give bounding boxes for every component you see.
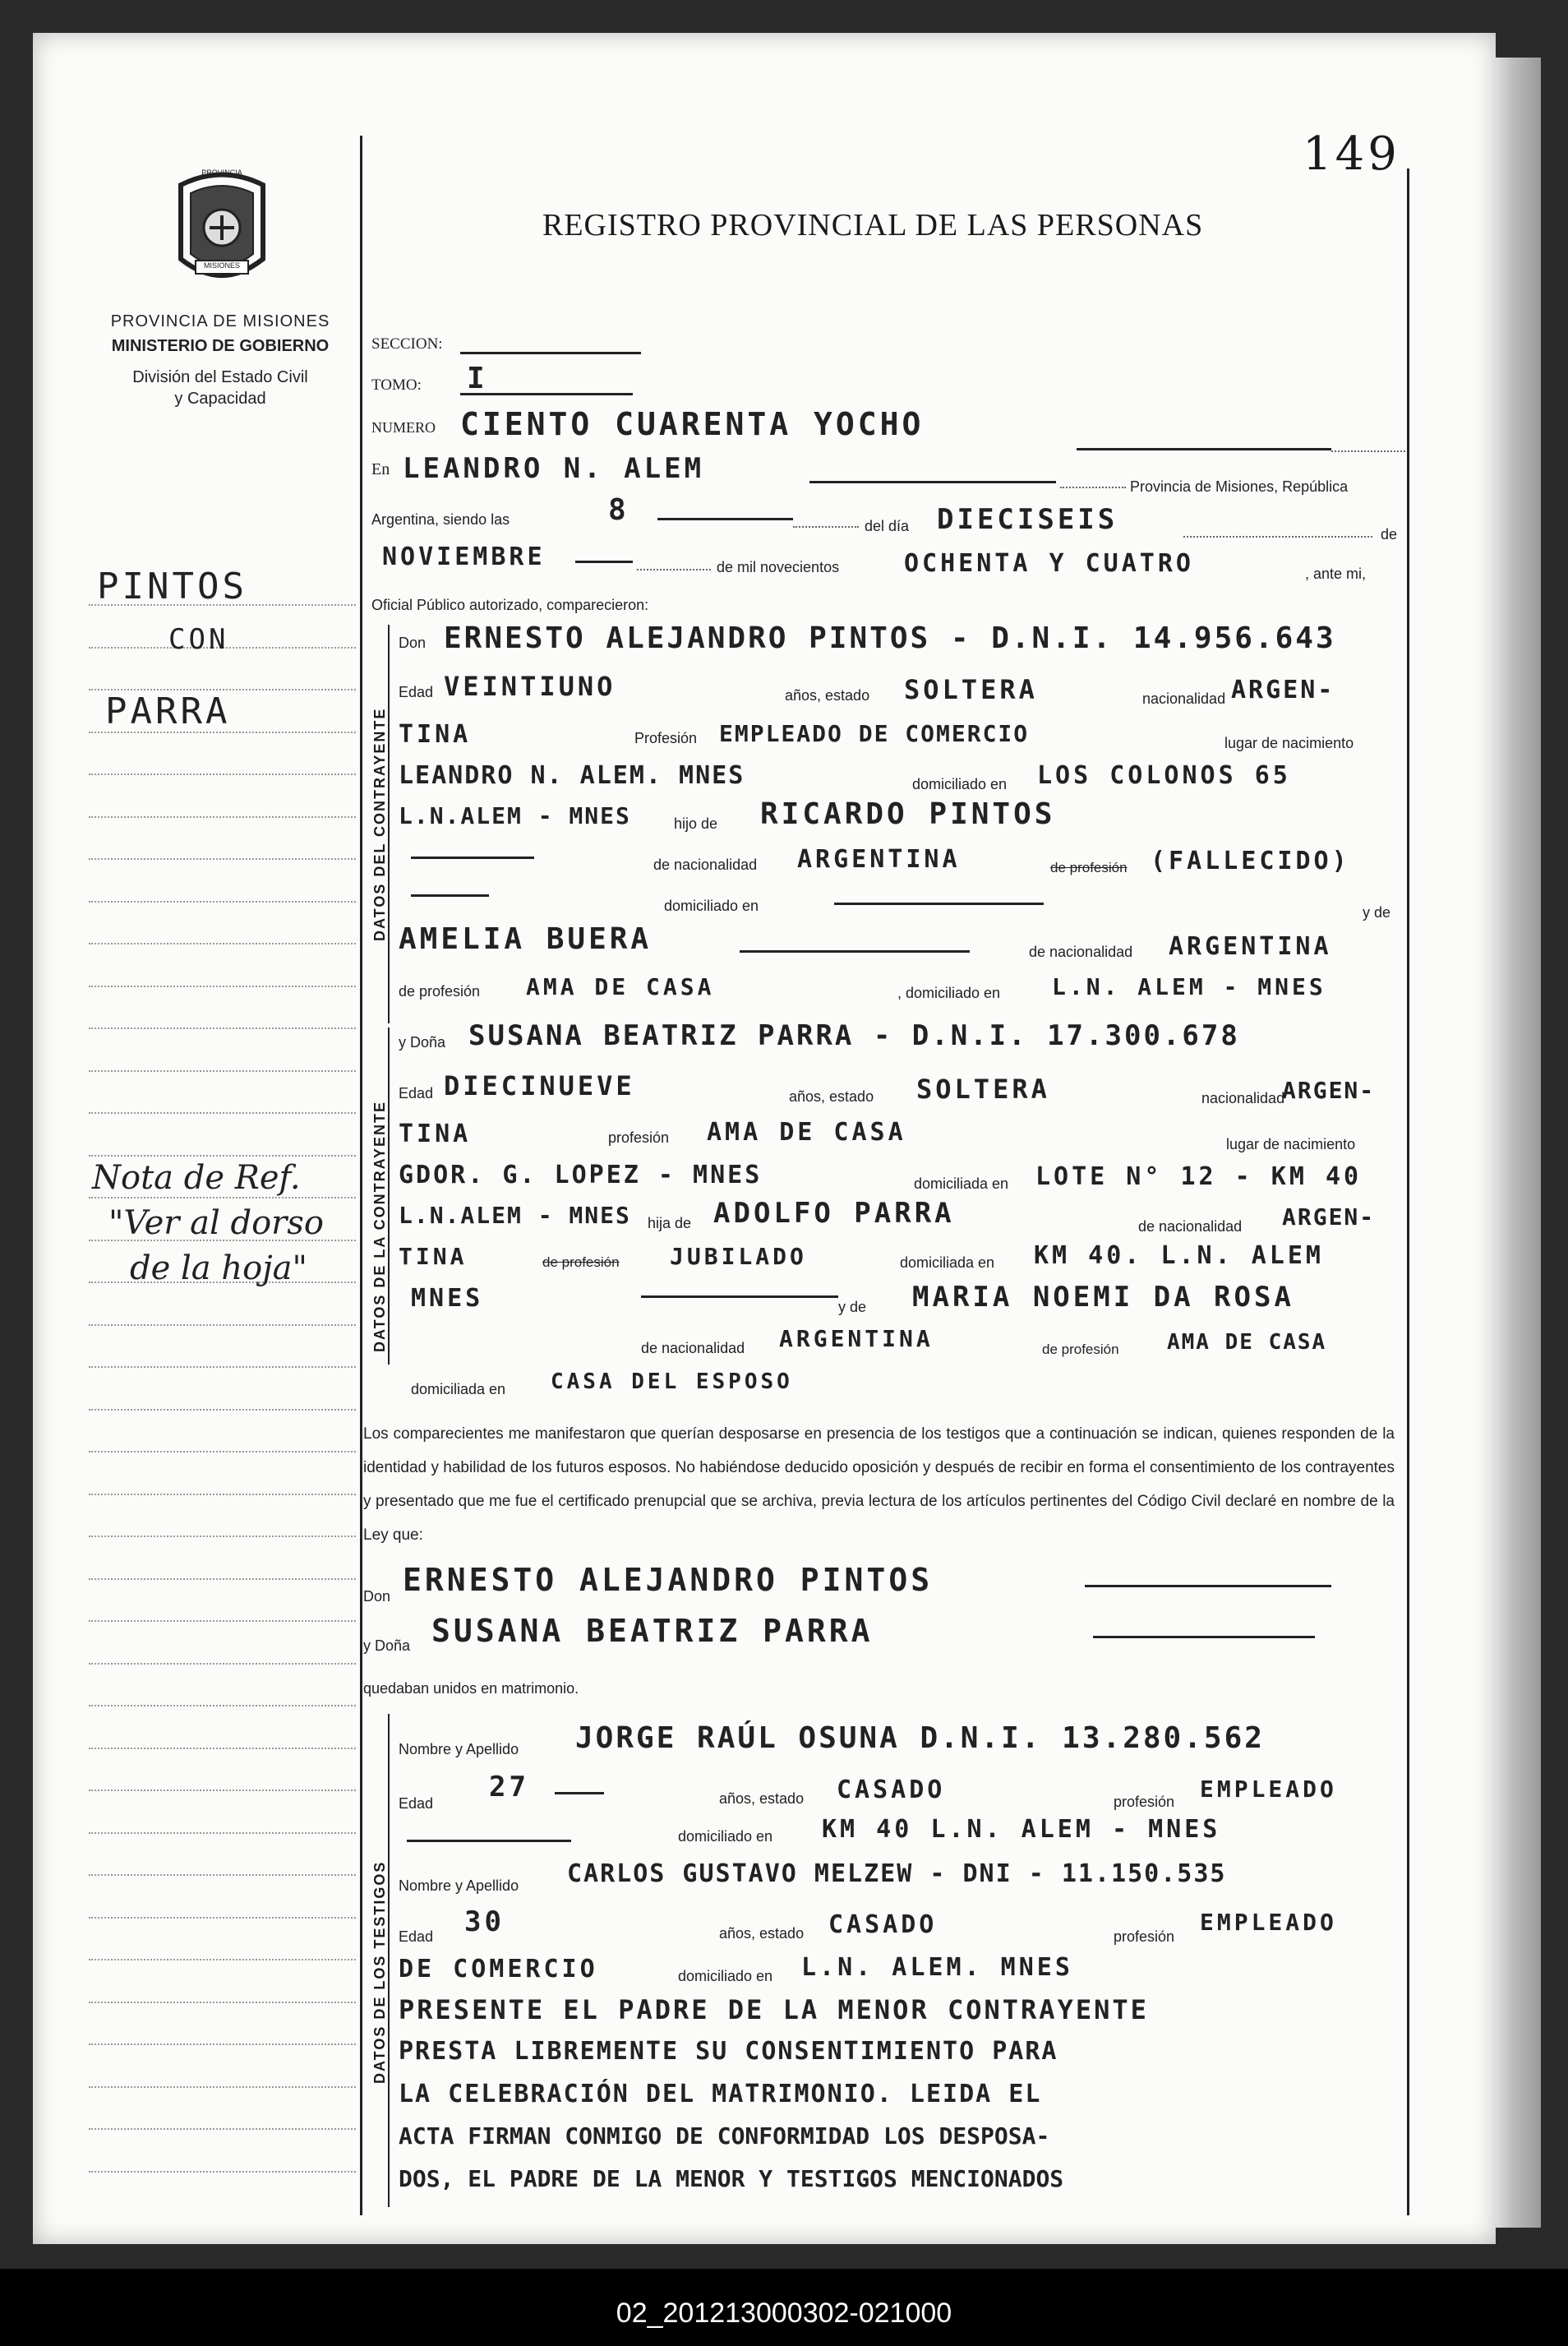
groom-padre: RICARDO PINTOS [760,797,1056,831]
field-tomo: I [467,362,488,395]
label-oficial: Oficial Público autorizado, comparecieron: [371,597,649,613]
bride-padre: ADOLFO PARRA [713,1197,955,1230]
label-nombre-1: Nombre y Apellido [399,1741,519,1757]
margin-rule-line [89,1070,356,1072]
groom-nacionalidad: ARGEN- [1231,676,1335,704]
label-seccion: SECCION: [371,335,443,353]
province-label: PROVINCIA DE MISIONES [110,312,330,330]
groom-profesion: EMPLEADO DE COMERCIO [719,720,1030,747]
seal-text-bottom: MISIONES [203,261,240,270]
label-provincia: Provincia de Misiones, República [1130,478,1349,495]
margin-rule-line [89,1874,356,1876]
observation-line-3: LA CELEBRACIÓN DEL MATRIMONIO. LEIDA EL [399,2080,1042,2108]
margin-rule-line [89,1366,356,1368]
margin-rule-line [89,1705,356,1706]
bride-madre-nac: ARGENTINA [779,1325,934,1352]
label-edad: Edad [399,684,434,700]
observation-line-4: ACTA FIRMAN CONMIGO DE CONFORMIDAD LOS DESPOSA- [399,2122,1050,2150]
declaration-don: ERNESTO ALEJANDRO PINTOS [403,1562,934,1598]
groom-madre-dom: L.N. ALEM - MNES [1052,973,1326,1000]
observation-line-1: PRESENTE EL PADRE DE LA MENOR CONTRAYENTE [399,1994,1149,2025]
observation-line-2: PRESTA LIBREMENTE SU CONSENTIMIENTO PARA [399,2037,1058,2066]
margin-note-con: CON [168,623,229,656]
division-label-2: y Capacidad [174,390,266,408]
hora-dash [657,518,793,520]
label-edad-w1: Edad [399,1795,434,1812]
label-padre-profesion: de profesión [1050,860,1128,875]
bride-padre-nac: ARGEN- [1282,1203,1376,1231]
margin-rule-line [89,2002,356,2003]
bride-domicilio: LOTE N° 12 - KM 40 [1035,1162,1363,1191]
seal-text-top: PROVINCIA [201,169,242,177]
mes-dash [575,561,633,563]
label-de-mil: de mil novecientos [717,559,840,575]
margin-note-surname-2: PARRA [105,690,231,732]
margin-note-ref-3: de la hoja" [130,1249,307,1287]
label-madre-nac-2: de nacionalidad [641,1340,745,1356]
label-bride-madre-profesion: de profesión [1042,1342,1119,1357]
seccion-line [460,352,641,354]
label-anos-estado-2: años, estado [789,1088,874,1105]
margin-rule-line [89,1917,356,1919]
groom-domicilio-2: L.N.ALEM - MNES [399,802,631,829]
margin-rule-line [89,1536,356,1537]
margin-rule-line [89,2171,356,2173]
label-nacionalidad-2: nacionalidad [1201,1090,1285,1106]
field-numero: CIENTO CUARENTA YOCHO [460,406,925,442]
label-comma-domiciliado: , domiciliado en [897,985,1001,1001]
witness-2-name: CARLOS GUSTAVO MELZEW - DNI - 11.150.535 [567,1859,1227,1888]
label-madre-profesion: de profesión [399,983,481,1000]
margin-rule-line [89,943,356,944]
witness-1-estado: CASADO [837,1776,946,1804]
margin-rule-line [89,1197,356,1198]
groom-estado: SOLTERA [904,674,1038,705]
margin-rule-line [89,1620,356,1622]
label-numero: NUMERO [371,419,436,436]
witness-1-edad: 27 [489,1771,529,1803]
margin-rule-line [89,1748,356,1749]
margin-rule-line [89,1112,356,1114]
label-bride-padre-profesion: de profesión [542,1254,620,1270]
section-label-groom: DATOS DEL CONTRAYENTE [371,707,388,941]
label-don: Don [399,635,427,651]
label-hijo-de: hijo de [674,815,718,832]
label-anos-estado-w1: años, estado [719,1790,805,1807]
dotted-fill [1331,450,1405,452]
margin-rule-line [89,1663,356,1665]
dash-line [407,1840,571,1842]
margin-rule-line [89,1155,356,1157]
margin-divider-line [360,136,362,2215]
margin-rule-line [89,1494,356,1495]
dotted-fill [1060,487,1126,488]
label-y-dona-2: y Doña [363,1637,411,1654]
province-seal-icon [164,169,279,292]
margin-note-ref-1: Nota de Ref. [92,1159,301,1197]
margin-rule-line [89,1451,356,1452]
label-y-dona: y Doña [399,1034,446,1051]
field-en: LEANDRO N. ALEM [403,452,705,485]
groom-edad: VEINTIUNO [444,671,616,702]
margin-rule-line [89,986,356,987]
margin-rule-line [89,2044,356,2045]
dash-line [1093,1636,1315,1638]
groom-madre-prof: AMA DE CASA [526,973,715,1000]
dash-line [411,894,489,897]
dash-line [641,1295,838,1298]
witness-2-profesion-2: DE COMERCIO [399,1955,598,1983]
ministry-label: MINISTERIO DE GOBIERNO [111,337,330,355]
label-y-de: y de [1363,904,1391,921]
dotted-fill [637,569,711,570]
label-quedaban: quedaban unidos en matrimonio. [363,1680,579,1697]
bride-padre-nac-2: TINA [399,1243,468,1270]
bride-name: SUSANA BEATRIZ PARRA - D.N.I. 17.300.678 [468,1019,1240,1052]
margin-rule-line [89,901,356,903]
bride-madre: MARIA NOEMI DA ROSA [912,1281,1294,1314]
bride-madre-prof: AMA DE CASA [1167,1330,1327,1355]
label-anos-estado: años, estado [785,687,870,704]
label-domiciliado-2: domiciliado en [664,898,759,914]
label-y-de-2: y de [838,1299,867,1315]
bride-padre-dom-2: MNES [411,1284,484,1313]
margin-rule-line [89,1959,356,1960]
bride-estado: SOLTERA [916,1074,1050,1105]
right-border-line [1407,169,1409,2215]
numero-dash [1077,448,1331,450]
margin-rule-line [89,774,356,775]
label-de: de [1381,526,1398,543]
dotted-fill [1183,536,1372,538]
bride-madre-dom: CASA DEL ESPOSO [551,1369,793,1394]
witness-1-name: JORGE RAÚL OSUNA D.N.I. 13.280.562 [575,1721,1265,1755]
bride-padre-prof: JUBILADO [670,1243,807,1270]
dash-line [555,1792,604,1794]
label-padre-nac-2: de nacionalidad [1138,1218,1243,1235]
groom-madre: AMELIA BUERA [399,922,653,956]
label-de-nacionalidad: de nacionalidad [653,857,758,873]
label-profesion-w2: profesión [1114,1928,1175,1945]
en-dash [809,481,1056,483]
tomo-line [460,393,633,395]
bride-edad: DIECINUEVE [444,1070,635,1101]
margin-rule-line [89,816,356,818]
margin-rule-line [89,1409,356,1411]
label-lugar-nac-2: lugar de nacimiento [1226,1136,1356,1152]
groom-madre-nac: ARGENTINA [1169,932,1332,961]
bride-lugar: GDOR. G. LOPEZ - MNES [399,1161,763,1189]
field-anio: OCHENTA Y CUATRO [904,549,1194,578]
field-mes: NOVIEMBRE [382,543,546,571]
groom-lugar: LEANDRO N. ALEM. MNES [399,761,745,790]
label-profesion: Profesión [634,730,698,746]
division-label-1: División del Estado Civil [132,368,308,386]
bride-profesion: AMA DE CASA [707,1118,906,1147]
label-don-2: Don [363,1588,391,1605]
field-hora: 8 [608,493,630,527]
declaration-paragraph: Los comparecientes me manifestaron que querían desposarse en presencia de los testigos que a continuación se indican, quienes responden de la identidad y habilidad de los futuros esposos. No habiéndose deducido oposición y después de recibir en forma el consentimiento de los contrayentes y presentado que me fue el certificado prenupcial que se archiva, previa lectura de los artículos pertinentes del Código Civil declaré en nombre de la Ley que: [363,1425,1395,1544]
groom-padre-nac: ARGENTINA [797,845,961,874]
label-domiciliada-3: domiciliada en [411,1381,506,1397]
groom-name: ERNESTO ALEJANDRO PINTOS - D.N.I. 14.956.643 [444,621,1336,655]
label-hija-de: hija de [648,1215,692,1231]
margin-note-surname-1: PINTOS [97,566,247,607]
margin-rule-line [89,1028,356,1029]
margin-rule-line [89,2128,356,2130]
label-argentina-siendo: Argentina, siendo las [371,511,510,528]
label-tomo: TOMO: [371,376,422,394]
witness-2-domicilio: L.N. ALEM. MNES [801,1953,1073,1982]
label-anos-estado-w2: años, estado [719,1925,805,1942]
groom-domicilio: LOS COLONOS 65 [1037,761,1291,790]
label-madre-nac: de nacionalidad [1029,944,1133,960]
groom-nacionalidad-2: TINA [399,720,472,749]
image-identifier: 02_201213000302-021000 [616,2298,952,2329]
witness-1-profesion: EMPLEADO [1200,1776,1337,1803]
dash-line [834,903,1044,905]
witness-2-profesion: EMPLEADO [1200,1909,1337,1936]
witness-1-domicilio: KM 40 L.N. ALEM - MNES [822,1815,1221,1844]
margin-rule-line [89,1832,356,1834]
witness-2-estado: CASADO [828,1910,938,1939]
observation-line-5: DOS, EL PADRE DE LA MENOR Y TESTIGOS MENCIONADOS [399,2165,1064,2192]
bride-nacionalidad-2: TINA [399,1120,472,1148]
label-nombre-2: Nombre y Apellido [399,1877,519,1894]
section-label-bride: DATOS DE LA CONTRAYENTE [371,1100,388,1352]
dash-line [1085,1585,1331,1587]
dotted-fill [793,526,859,528]
groom-padre-prof: (FALLECIDO) [1151,847,1350,875]
margin-rule-line [89,2086,356,2088]
margin-rule-line [89,1790,356,1791]
label-domiciliada: domiciliada en [914,1175,1009,1192]
label-profesion-w1: profesión [1114,1794,1175,1810]
label-edad-2: Edad [399,1085,434,1101]
label-del-dia: del día [865,518,910,534]
label-lugar-nac: lugar de nacimiento [1224,735,1354,751]
page-edge-stack [1496,58,1541,2228]
label-profesion-2: profesión [608,1129,670,1146]
label-edad-w2: Edad [399,1928,434,1945]
page-number: 149 [1303,127,1400,181]
witness-2-edad: 30 [464,1905,505,1938]
dash-line [411,857,534,859]
label-ante-mi: , ante mi, [1305,566,1367,582]
dash-line [740,950,970,953]
margin-rule-line [89,1578,356,1580]
bride-nacionalidad: ARGEN- [1282,1077,1376,1104]
margin-rule-line [89,1324,356,1326]
document-title: REGISTRO PROVINCIAL DE LAS PERSONAS [542,208,1204,242]
label-en: En [371,460,390,478]
label-nacionalidad: nacionalidad [1142,690,1226,707]
label-domiciliado: domiciliado en [912,776,1008,792]
margin-rule-line [89,858,356,860]
label-domiciliado-w2: domiciliado en [678,1968,773,1984]
bride-domicilio-2: L.N.ALEM - MNES [399,1202,631,1229]
declaration-dona: SUSANA BEATRIZ PARRA [431,1613,874,1649]
label-domiciliado-w1: domiciliado en [678,1828,773,1845]
bride-padre-dom: KM 40. L.N. ALEM [1034,1241,1324,1270]
label-domiciliada-2: domiciliada en [900,1254,995,1271]
section-label-witnesses: DATOS DE LOS TESTIGOS [371,1860,388,2084]
margin-note-ref-2: "Ver al dorso [108,1204,324,1242]
field-dia: DIECISEIS [937,503,1118,536]
